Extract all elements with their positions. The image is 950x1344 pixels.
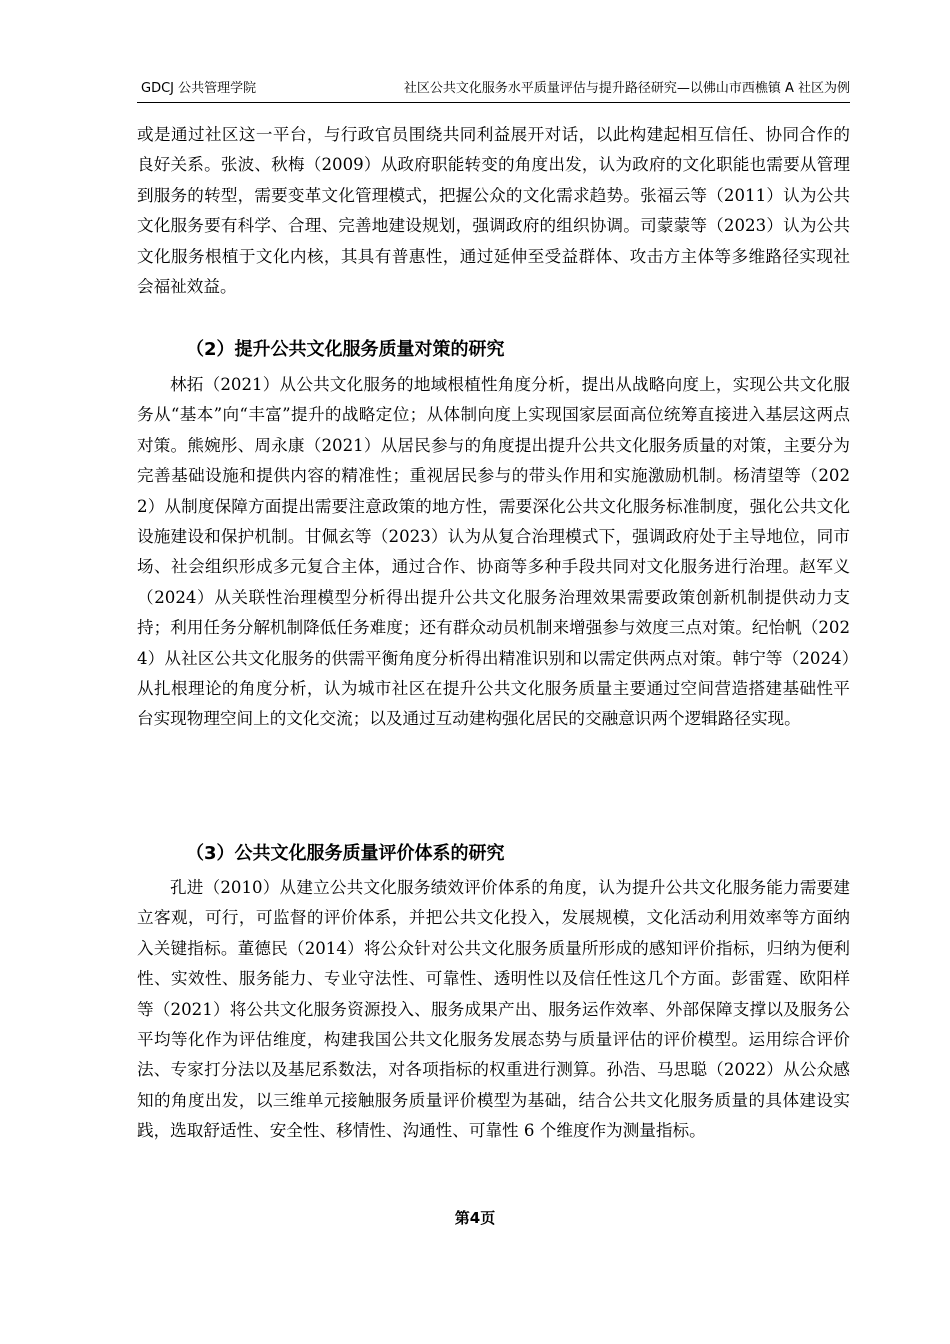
page-header bbox=[137, 78, 850, 103]
paragraph-evaluation-system: 孔进（2010）从建立公共文化服务绩效评价体系的角度，认为提升公共文化服务能力需要建立客观，可行，可监督的评价体系，并把公共文化投入，发展规模，文化活动利用效率等方面纳入关键指标。董德民（2014）将公众针对公共文化服务质量所形成的感知评价指标，归纳为便利性、实效性、服务能力、专业守法性、可靠性、透明性以及信任性这几个方面。彭雷霆、欧阳样等（2021）将公共文化服务资源投入、服务成果产出、服务运作效率、外部保障支撑以及服务公平均等化作为评估维度，构建我国公共文化服务发展态势与质量评估的评价模型。运用综合评价法、专家打分法以及基尼系数法，对各项指标的权重进行测算。孙浩、马思聪（2022）从公众感知的角度出发，以三维单元接触服务质量评价模型为基础，结合公共文化服务质量的具体建设实践，选取舒适性、安全性、移情性、沟通性、可靠性 6 个维度作为测量指标。 bbox=[137, 878, 850, 1141]
page-number: 第4页 bbox=[454, 1209, 496, 1227]
header-paper-title: 社区公共文化服务水平质量评估与提升路径研究—以佛山市西樵镇 A 社区为例 bbox=[403, 81, 850, 96]
section-heading-3: （3）公共文化服务质量评价体系的研究 bbox=[186, 843, 505, 864]
header-institution: GDCJ 公共管理学院 bbox=[141, 81, 257, 96]
paragraph-continued: 或是通过社区这一平台，与行政官员围绕共同利益展开对话，以此构建起相互信任、协同合作的良好关系。张波、秋梅（2009）从政府职能转变的角度出发，认为政府的文化职能也需要从管理到服务的转型，需要变革文化管理模式，把握公众的文化需求趋势。张福云等（2011）认为公共文化服务要有科学、合理、完善地建设规划，强调政府的组织协调。司蒙蒙等（2023）认为公共文化服务根植于文化内核，其具有普惠性，通过延伸至受益群体、攻击方主体等多维路径实现社会福祉效益。 bbox=[137, 125, 850, 297]
section-heading-2: （2）提升公共文化服务质量对策的研究 bbox=[186, 339, 505, 360]
paragraph-countermeasures: 林拓（2021）从公共文化服务的地域根植性角度分析，提出从战略向度上，实现公共文化服务从“基本”向“丰富”提升的战略定位；从体制向度上实现国家层面高位统筹直接进入基层这两点对策。熊婉彤、周永康（2021）从居民参与的角度提出提升公共文化服务质量的对策，主要分为完善基础设施和提供内容的精准性；重视居民参与的带头作用和实施激励机制。杨清望等（2022）从制度保障方面提出需要注意政策的地方性，需要深化公共文化服务标准制度，强化公共文化设施建设和保护机制。甘佩玄等（2023）认为从复合治理模式下，强调政府处于主导地位，同市场、社会组织形成多元复合主体，通过合作、协商等多种手段共同对文化服务进行治理。赵军义（2024）从关联性治理模型分析得出提升公共文化服务治理效果需要政策创新机制提供动力支持；利用任务分解机制降低任务难度；还有群众动员机制来增强参与效度三点对策。纪怡帆（2024）从社区公共文化服务的供需平衡角度分析得出精准识别和以需定供两点对策。韩宁等（2024）从扎根理论的角度分析，认为城市社区在提升公共文化服务质量主要通过空间营造搭建基础性平台实现物理空间上的文化交流；以及通过互动建构强化居民的交融意识两个逻辑路径实现。 bbox=[137, 375, 850, 729]
